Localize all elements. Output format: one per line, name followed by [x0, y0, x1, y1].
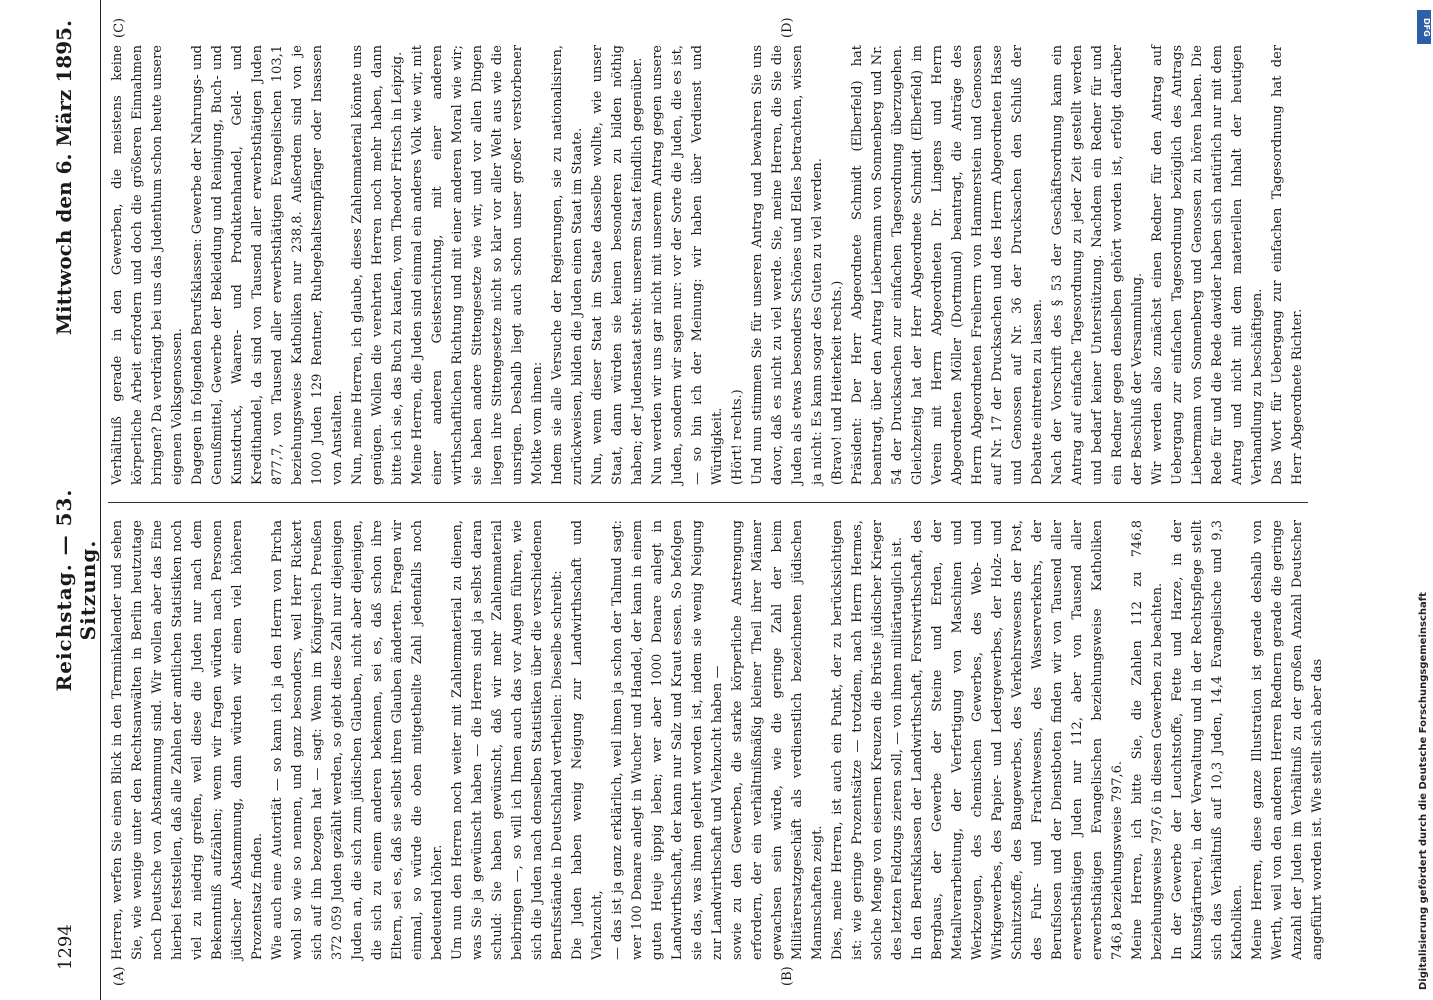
- margin-marker-c: (C): [112, 17, 127, 38]
- paragraph: Herren, werfen Sie einen Blick in den Terminkalender und sehen Sie, wie wenige unter den Rechtsanwälten in Berlin heutzutage noch Deutsche von Abstammung sind. Wir wollen aber das Eine hierbei feststellen, daß alle Zahlen der amtlichen Statistiken noch viel zu niedrig greifen, weil diese die Juden nur nach dem Bekenntniß aufzählen; wenn wir fragen würden nach Personen jüdischer Abstammung, dann würden wir einen viel höheren Prozentsatz finden.: [110, 520, 265, 960]
- paragraph: Das Wort für Uebergang zur einfachen Tagesordnung hat der Herr Abgeordnete Richter.: [1270, 45, 1305, 485]
- paragraph: (Bravo! und Heiterkeit rechts.): [830, 280, 845, 485]
- paragraph: Dagegen in folgenden Berufsklassen: Gewerbe der Nahrungs- und Genußmittel, Gewerbe der Bekleidung und Reinigung, Buch- und Kunstdruck, Waaren- und Produktenhandel, Geld- und Kredithandel, da sind von Tausend aller erwerbsthätigen Juden 877,7, von Tausend aller erwerbsthätigen Evangelischen 103,1 beziehungsweise Katholiken nur 238,8. Außerdem sind von je 1000 Juden 129 Rentner, Ruhegehaltsempfänger oder Insassen von Anstalten.: [190, 45, 345, 485]
- paragraph: Meine Herren, ich bitte Sie, die Zahlen 112 zu 746,8 beziehungsweise 797,6 in diesen Gewerben zu beachten.: [1130, 520, 1165, 960]
- paragraph: sowie zu den Gewerben, die starke körperliche Anstrengung erfordern, der ein verhältnißmäßig kleiner Theil ihrer Männer gewachsen sein würde, wie die geringe Zahl der beim Militärersatzgeschäft als verdienstlich bezeichneten jüdischen Mannschaften zeigt.: [730, 520, 825, 960]
- paragraph: Die Juden haben wenig Neigung zur Landwirthschaft und Viehzucht,: [570, 520, 605, 960]
- paragraph: (Hört! rechts.): [730, 389, 745, 485]
- dfg-watermark-text: Digitalisierung gefördert durch die Deutsche Forschungsgemeinschaft: [1418, 592, 1429, 990]
- paragraph: Wie auch eine Autorität — so kann ich ja den Herrn von Pircha wohl so wie so nennen, und ganz besonders, weil Herr Rickert sich auf ihn bezogen hat — sagt: Wenn im Königreich Preußen 372 059 Juden gezählt werden, so giebt diese Zahl nur diejenigen Juden an, die sich zum jüdischen Glauben, nicht aber diejenigen, die sich zu einem anderen bekennen, sei es, daß schon ihre Eltern, sei es, daß sie selbst ihren Glauben änderten. Fragen wir einmal, so würde die oben mitgetheilte Zahl jedenfalls noch bedeutend höher.: [270, 520, 445, 960]
- margin-marker-b: (B): [780, 966, 795, 986]
- paragraph: Dies, meine Herren, ist auch ein Punkt, der zu berücksichtigen ist: wie geringe Prozentsätze — trotzdem, nach Herrn Hermes, solche Menge von eisernen Kreuzen die Brüste jüdischer Krieger des letzten Feldzugs zieren soll, — von ihnen militärtauglich ist.: [830, 520, 905, 960]
- text-column-left: [108, 520, 1325, 960]
- margin-marker-d: (D): [780, 17, 795, 38]
- session-title: Reichstag. — 53. Sitzung.: [52, 488, 100, 692]
- paragraph: Wir werden also zunächst einen Redner für den Antrag auf Uebergang zur einfachen Tagesordnung bezüglich des Antrags Liebermann von Sonnenberg und Genossen zu hören haben. Die Rede für und die Rede dawider haben sich natürlich nur mit dem Antrag und nicht mit dem materiellen Inhalt der heutigen Verhandlung zu beschäftigen.: [1150, 45, 1265, 485]
- paragraph: Nach der Vorschrift des § 53 der Geschäftsordnung kann ein Antrag auf einfache Tagesordnung zu jeder Zeit gestellt werden und bedarf keiner Unterstützung. Nachdem ein Redner für und ein Redner gegen denselben gehört worden ist, erfolgt darüber der Beschluß der Versammlung.: [1050, 45, 1145, 485]
- paragraph: Verhältniß gerade in den Gewerben, die meistens keine körperliche Arbeit erfordern und doch die größeren Einnahmen bringen? Da verdrängt bei uns das Judenthum schon heute unsere eigenen Volksgenossen.: [110, 45, 185, 485]
- page-header: [0, 0, 101, 1000]
- paragraph: In der Gewerbe der Leuchtstoffe, Fette und Harze, in der Kunstgärtnerei, in der Verwaltung und in der Rechtspflege stellt sich das Verhältniß auf 10,3 Juden, 14,4 Evangelische und 9,3 Katholiken.: [1170, 520, 1245, 960]
- margin-marker-a: (A): [112, 966, 127, 986]
- paragraph: Meine Herren, diese ganze Illustration ist gerade deshalb von Werth, weil von den anderen Herren Rednern gerade die geringe Anzahl der Juden im Verhältniß zu der großen Anzahl Deutscher angeführt worden ist. Wie stellt sich aber das: [1250, 520, 1325, 960]
- paragraph: Um nun den Herren noch weiter mit Zahlenmaterial zu dienen, was Sie ja gewünscht haben — die Herren sind ja selbst daran schuld: Sie haben gewünscht, daß wir mehr Zahlenmaterial beibringen —, so will ich Ihnen auch das vor Augen führen, wie sich die Juden nach denselben Statistiken über die verschiedenen Berufsstände in Deutschland vertheilen: Dieselbe schreibt:: [450, 520, 565, 960]
- dfg-watermark-strip: [1415, 10, 1433, 990]
- paragraph: Nun werden wir uns gar nicht mit unserem Antrag gegen unsere Juden, sondern wir sagen nur: vor der Sorte die Juden, die es ist, — so bin ich der Meinung: wir haben über Verdienst und Würdigkeit.: [650, 45, 725, 485]
- page-number: 1294: [55, 924, 76, 970]
- session-date: Mittwoch den 6. März 1895.: [52, 20, 76, 336]
- paragraph: Nun, meine Herren, ich glaube, dieses Zahlenmaterial könnte uns genügen. Wollen die verehrten Herren noch mehr haben, dann bitte ich sie, das Buch zu kaufen, vom Theodor Fritsch in Leipzig.: [350, 45, 405, 485]
- dfg-logo: DFG: [1417, 10, 1431, 44]
- paragraph: In den Berufsklassen der Landwirthschaft, Forstwirthschaft, des Bergbaus, der Gewerbe der Steine und Erden, der Metallverarbeitung, der Verfertigung von Maschinen und Werkzeugen, des chemischen Gewerbes, des Web- und Wirkgewerbes, des Papier- und Ledergewerbes, der Holz- und Schnitzstoffe, des Baugewerbes, des Verkehrswesens der Post, des Fuhr- und Frachtwesens, des Wasserverkehrs, der Berufslosen und der Dienstboten finden wir von Tausend aller erwerbsthätigen Juden nur 112, aber von Tausend aller erwerbsthätigen Evangelischen beziehungsweise Katholiken 746,8 beziehungsweise 797,6.: [910, 520, 1125, 960]
- text-column-right: [108, 45, 1318, 485]
- paragraph: Indem sie alle Versuche der Regierungen, sie zu nationalisiren, zurückweisen, bilden die Juden einen Staat im Staate.: [550, 45, 585, 485]
- column-divider: [108, 502, 1308, 503]
- paragraph: Meine Herren, die Juden sind einmal ein anderes Volk wie wir, mit einer anderen Geistesrichtung, mit einer anderen wirthschaftlichen Richtung und mit einer anderen Moral wie wir; sie haben andere Sittengesetze wie wir, und vor allen Dingen liegen ihre Sittengesetze nicht so klar vor aller Welt aus wie die unsrigen. Deshalb liegt auch schon unser großer verstorbener Moltke vom ihnen:: [410, 45, 545, 485]
- paragraph: Präsident: Der Herr Abgeordnete Schmidt (Elberfeld) hat beantragt, über den Antrag Liebermann von Sonnenberg und Nr. 54 der Drucksachen zur einfachen Tagesordnung überzugehen. Gleichzeitig hat der Herr Abgeordnete Schmidt (Elberfeld) im Verein mit Herrn Abgeordneten Dr. Lingens und Herrn Abgeordneten Möller (Dortmund) beantragt, die Anträge des Herrn Abgeordneten Freiherrn von Hammerstein und Genossen auf Nr. 17 der Drucksachen und des Herrn Abgeordneten Hasse und Genossen auf Nr. 36 der Drucksachen den Schluß der Debatte eintreten zu lassen.: [850, 45, 1045, 485]
- paragraph: — das ist ja ganz erklärlich, weil ihnen ja schon der Talmud sagt: wer 100 Denare anlegt in Wucher und Handel, der kann in einem guten Heuje üppig leben; wer aber 1000 Denare anlegt in Landwirthschaft, der kann nur Salz und Kraut essen. So befolgen sie das, was ihnen gelehrt worden ist, indem sie wenig Neigung zur Landwirthschaft und Viehzucht haben —: [610, 520, 725, 960]
- paragraph: Und nun stimmen Sie für unseren Antrag und bewahren Sie uns davor, daß es nicht zu viel werde. Sie, meine Herren, die Sie die Juden als etwas besonders Schönes und Edles betrachten, wissen ja nicht: Es kann sogar des Guten zu viel werden.: [750, 45, 825, 485]
- paragraph: Nun, wenn dieser Staat im Staate dasselbe wollte, wie unser Staat, dann würden sie keinen besonderen zu bilden nöthig haben; der Judenstaat steht: unserem Staat feindlich gegenüber.: [590, 45, 645, 485]
